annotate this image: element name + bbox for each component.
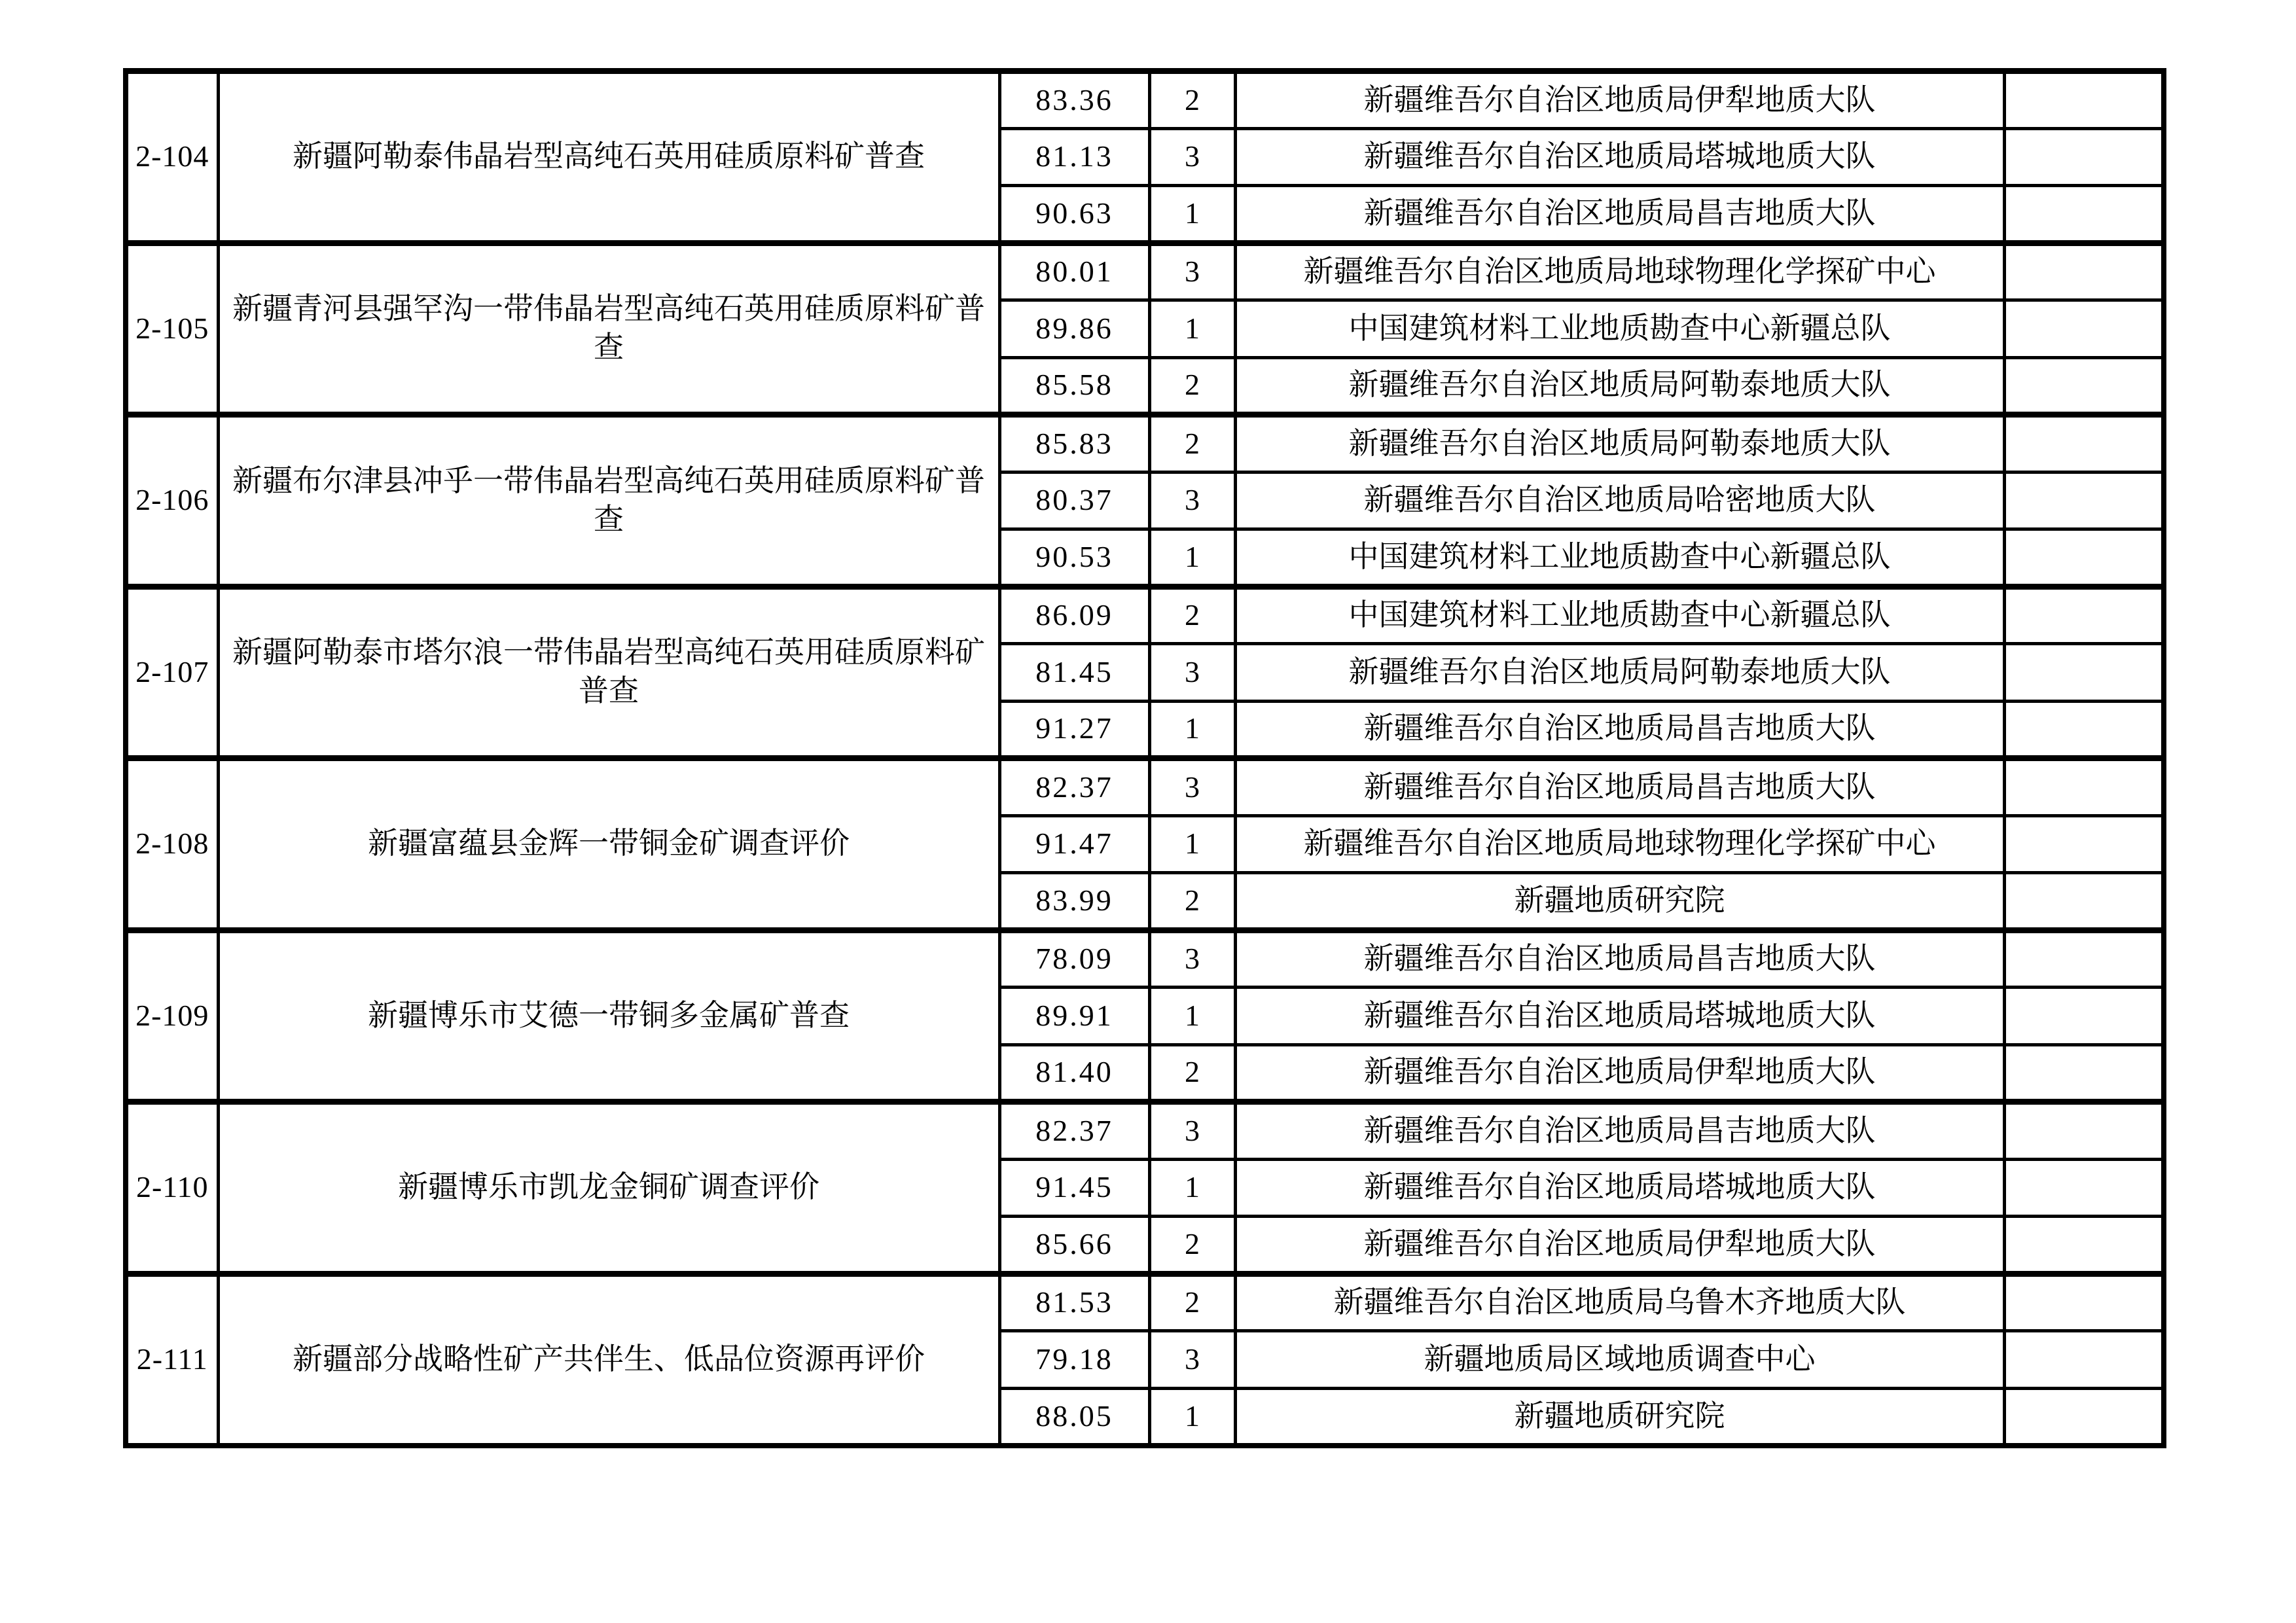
remark-cell: [2004, 930, 2164, 988]
table-row: [126, 1102, 2164, 1160]
remark-cell: [2004, 529, 2164, 587]
project-code-cell: 2-106: [126, 415, 218, 587]
remark-cell: [2004, 701, 2164, 758]
organization-cell: 新疆维吾尔自治区地质局塔城地质大队: [1235, 988, 2004, 1045]
project-name-cell: 新疆布尔津县冲乎一带伟晶岩型高纯石英用硅质原料矿普查: [218, 415, 999, 587]
remark-cell: [2004, 186, 2164, 243]
score-cell: 80.01: [999, 243, 1149, 300]
organization-cell: 新疆维吾尔自治区地质局地球物理化学探矿中心: [1235, 243, 2004, 300]
organization-cell: 新疆维吾尔自治区地质局阿勒泰地质大队: [1235, 357, 2004, 415]
organization-cell: 新疆维吾尔自治区地质局塔城地质大队: [1235, 128, 2004, 186]
rank-cell: 1: [1149, 701, 1235, 758]
remark-cell: [2004, 1274, 2164, 1331]
project-name-cell: 新疆博乐市艾德一带铜多金属矿普查: [218, 930, 999, 1102]
table-row: [126, 586, 2164, 644]
remark-cell: [2004, 1102, 2164, 1160]
score-cell: 81.40: [999, 1044, 1149, 1102]
remark-cell: [2004, 472, 2164, 529]
score-cell: 83.36: [999, 71, 1149, 129]
project-code-cell: 2-111: [126, 1274, 218, 1446]
table-body: [126, 71, 2164, 1446]
rank-cell: 3: [1149, 758, 1235, 816]
remark-cell: [2004, 1331, 2164, 1389]
rank-cell: 1: [1149, 529, 1235, 587]
organization-cell: 新疆维吾尔自治区地质局阿勒泰地质大队: [1235, 644, 2004, 702]
score-cell: 82.37: [999, 758, 1149, 816]
score-cell: 89.86: [999, 300, 1149, 358]
rank-cell: 3: [1149, 644, 1235, 702]
rank-cell: 1: [1149, 1388, 1235, 1446]
score-cell: 85.83: [999, 415, 1149, 473]
rank-cell: 2: [1149, 415, 1235, 473]
rank-cell: 2: [1149, 1274, 1235, 1331]
rank-cell: 2: [1149, 71, 1235, 129]
remark-cell: [2004, 243, 2164, 300]
rank-cell: 3: [1149, 930, 1235, 988]
project-name-cell: 新疆阿勒泰伟晶岩型高纯石英用硅质原料矿普查: [218, 71, 999, 243]
table-row: [126, 1274, 2164, 1331]
organization-cell: 新疆维吾尔自治区地质局伊犁地质大队: [1235, 71, 2004, 129]
rank-cell: 2: [1149, 1044, 1235, 1102]
score-cell: 91.45: [999, 1159, 1149, 1217]
organization-cell: 新疆地质局区域地质调查中心: [1235, 1331, 2004, 1389]
organization-cell: 新疆维吾尔自治区地质局昌吉地质大队: [1235, 758, 2004, 816]
rank-cell: 3: [1149, 472, 1235, 529]
evaluation-table: [123, 68, 2166, 1448]
organization-cell: 新疆维吾尔自治区地质局昌吉地质大队: [1235, 1102, 2004, 1160]
project-name-cell: 新疆阿勒泰市塔尔浪一带伟晶岩型高纯石英用硅质原料矿普查: [218, 586, 999, 758]
organization-cell: 新疆维吾尔自治区地质局地球物理化学探矿中心: [1235, 815, 2004, 873]
rank-cell: 3: [1149, 1102, 1235, 1160]
remark-cell: [2004, 1388, 2164, 1446]
table-row: [126, 71, 2164, 129]
remark-cell: [2004, 873, 2164, 931]
organization-cell: 中国建筑材料工业地质勘查中心新疆总队: [1235, 586, 2004, 644]
organization-cell: 新疆地质研究院: [1235, 873, 2004, 931]
rank-cell: 1: [1149, 1159, 1235, 1217]
remark-cell: [2004, 1159, 2164, 1217]
rank-cell: 1: [1149, 988, 1235, 1045]
score-cell: 81.45: [999, 644, 1149, 702]
organization-cell: 新疆维吾尔自治区地质局昌吉地质大队: [1235, 701, 2004, 758]
project-name-cell: 新疆青河县强罕沟一带伟晶岩型高纯石英用硅质原料矿普查: [218, 243, 999, 415]
score-cell: 85.66: [999, 1217, 1149, 1274]
project-name-cell: 新疆富蕴县金辉一带铜金矿调查评价: [218, 758, 999, 931]
score-cell: 90.53: [999, 529, 1149, 587]
score-cell: 86.09: [999, 586, 1149, 644]
organization-cell: 新疆维吾尔自治区地质局哈密地质大队: [1235, 472, 2004, 529]
rank-cell: 3: [1149, 128, 1235, 186]
organization-cell: 新疆维吾尔自治区地质局昌吉地质大队: [1235, 930, 2004, 988]
project-code-cell: 2-105: [126, 243, 218, 415]
score-cell: 80.37: [999, 472, 1149, 529]
rank-cell: 3: [1149, 1331, 1235, 1389]
score-cell: 89.91: [999, 988, 1149, 1045]
score-cell: 88.05: [999, 1388, 1149, 1446]
organization-cell: 新疆维吾尔自治区地质局乌鲁木齐地质大队: [1235, 1274, 2004, 1331]
score-cell: 91.27: [999, 701, 1149, 758]
score-cell: 81.53: [999, 1274, 1149, 1331]
remark-cell: [2004, 815, 2164, 873]
table-row: [126, 243, 2164, 300]
organization-cell: 中国建筑材料工业地质勘查中心新疆总队: [1235, 300, 2004, 358]
remark-cell: [2004, 586, 2164, 644]
rank-cell: 2: [1149, 586, 1235, 644]
score-cell: 82.37: [999, 1102, 1149, 1160]
remark-cell: [2004, 988, 2164, 1045]
score-cell: 83.99: [999, 873, 1149, 931]
score-cell: 85.58: [999, 357, 1149, 415]
project-code-cell: 2-109: [126, 930, 218, 1102]
remark-cell: [2004, 300, 2164, 358]
remark-cell: [2004, 415, 2164, 473]
remark-cell: [2004, 1044, 2164, 1102]
table-row: [126, 930, 2164, 988]
rank-cell: 2: [1149, 873, 1235, 931]
remark-cell: [2004, 644, 2164, 702]
score-cell: 79.18: [999, 1331, 1149, 1389]
rank-cell: 2: [1149, 357, 1235, 415]
remark-cell: [2004, 1217, 2164, 1274]
organization-cell: 新疆地质研究院: [1235, 1388, 2004, 1446]
organization-cell: 新疆维吾尔自治区地质局昌吉地质大队: [1235, 186, 2004, 243]
project-code-cell: 2-104: [126, 71, 218, 243]
organization-cell: 新疆维吾尔自治区地质局伊犁地质大队: [1235, 1044, 2004, 1102]
organization-cell: 新疆维吾尔自治区地质局伊犁地质大队: [1235, 1217, 2004, 1274]
score-cell: 81.13: [999, 128, 1149, 186]
rank-cell: 1: [1149, 186, 1235, 243]
rank-cell: 1: [1149, 815, 1235, 873]
score-cell: 78.09: [999, 930, 1149, 988]
remark-cell: [2004, 357, 2164, 415]
project-code-cell: 2-107: [126, 586, 218, 758]
organization-cell: 新疆维吾尔自治区地质局塔城地质大队: [1235, 1159, 2004, 1217]
remark-cell: [2004, 128, 2164, 186]
remark-cell: [2004, 758, 2164, 816]
rank-cell: 2: [1149, 1217, 1235, 1274]
project-name-cell: 新疆博乐市凯龙金铜矿调查评价: [218, 1102, 999, 1274]
score-cell: 90.63: [999, 186, 1149, 243]
table-row: [126, 415, 2164, 473]
remark-cell: [2004, 71, 2164, 129]
project-code-cell: 2-110: [126, 1102, 218, 1274]
project-name-cell: 新疆部分战略性矿产共伴生、低品位资源再评价: [218, 1274, 999, 1446]
score-cell: 91.47: [999, 815, 1149, 873]
project-code-cell: 2-108: [126, 758, 218, 931]
rank-cell: 3: [1149, 243, 1235, 300]
organization-cell: 中国建筑材料工业地质勘查中心新疆总队: [1235, 529, 2004, 587]
rank-cell: 1: [1149, 300, 1235, 358]
table-row: [126, 758, 2164, 816]
organization-cell: 新疆维吾尔自治区地质局阿勒泰地质大队: [1235, 415, 2004, 473]
